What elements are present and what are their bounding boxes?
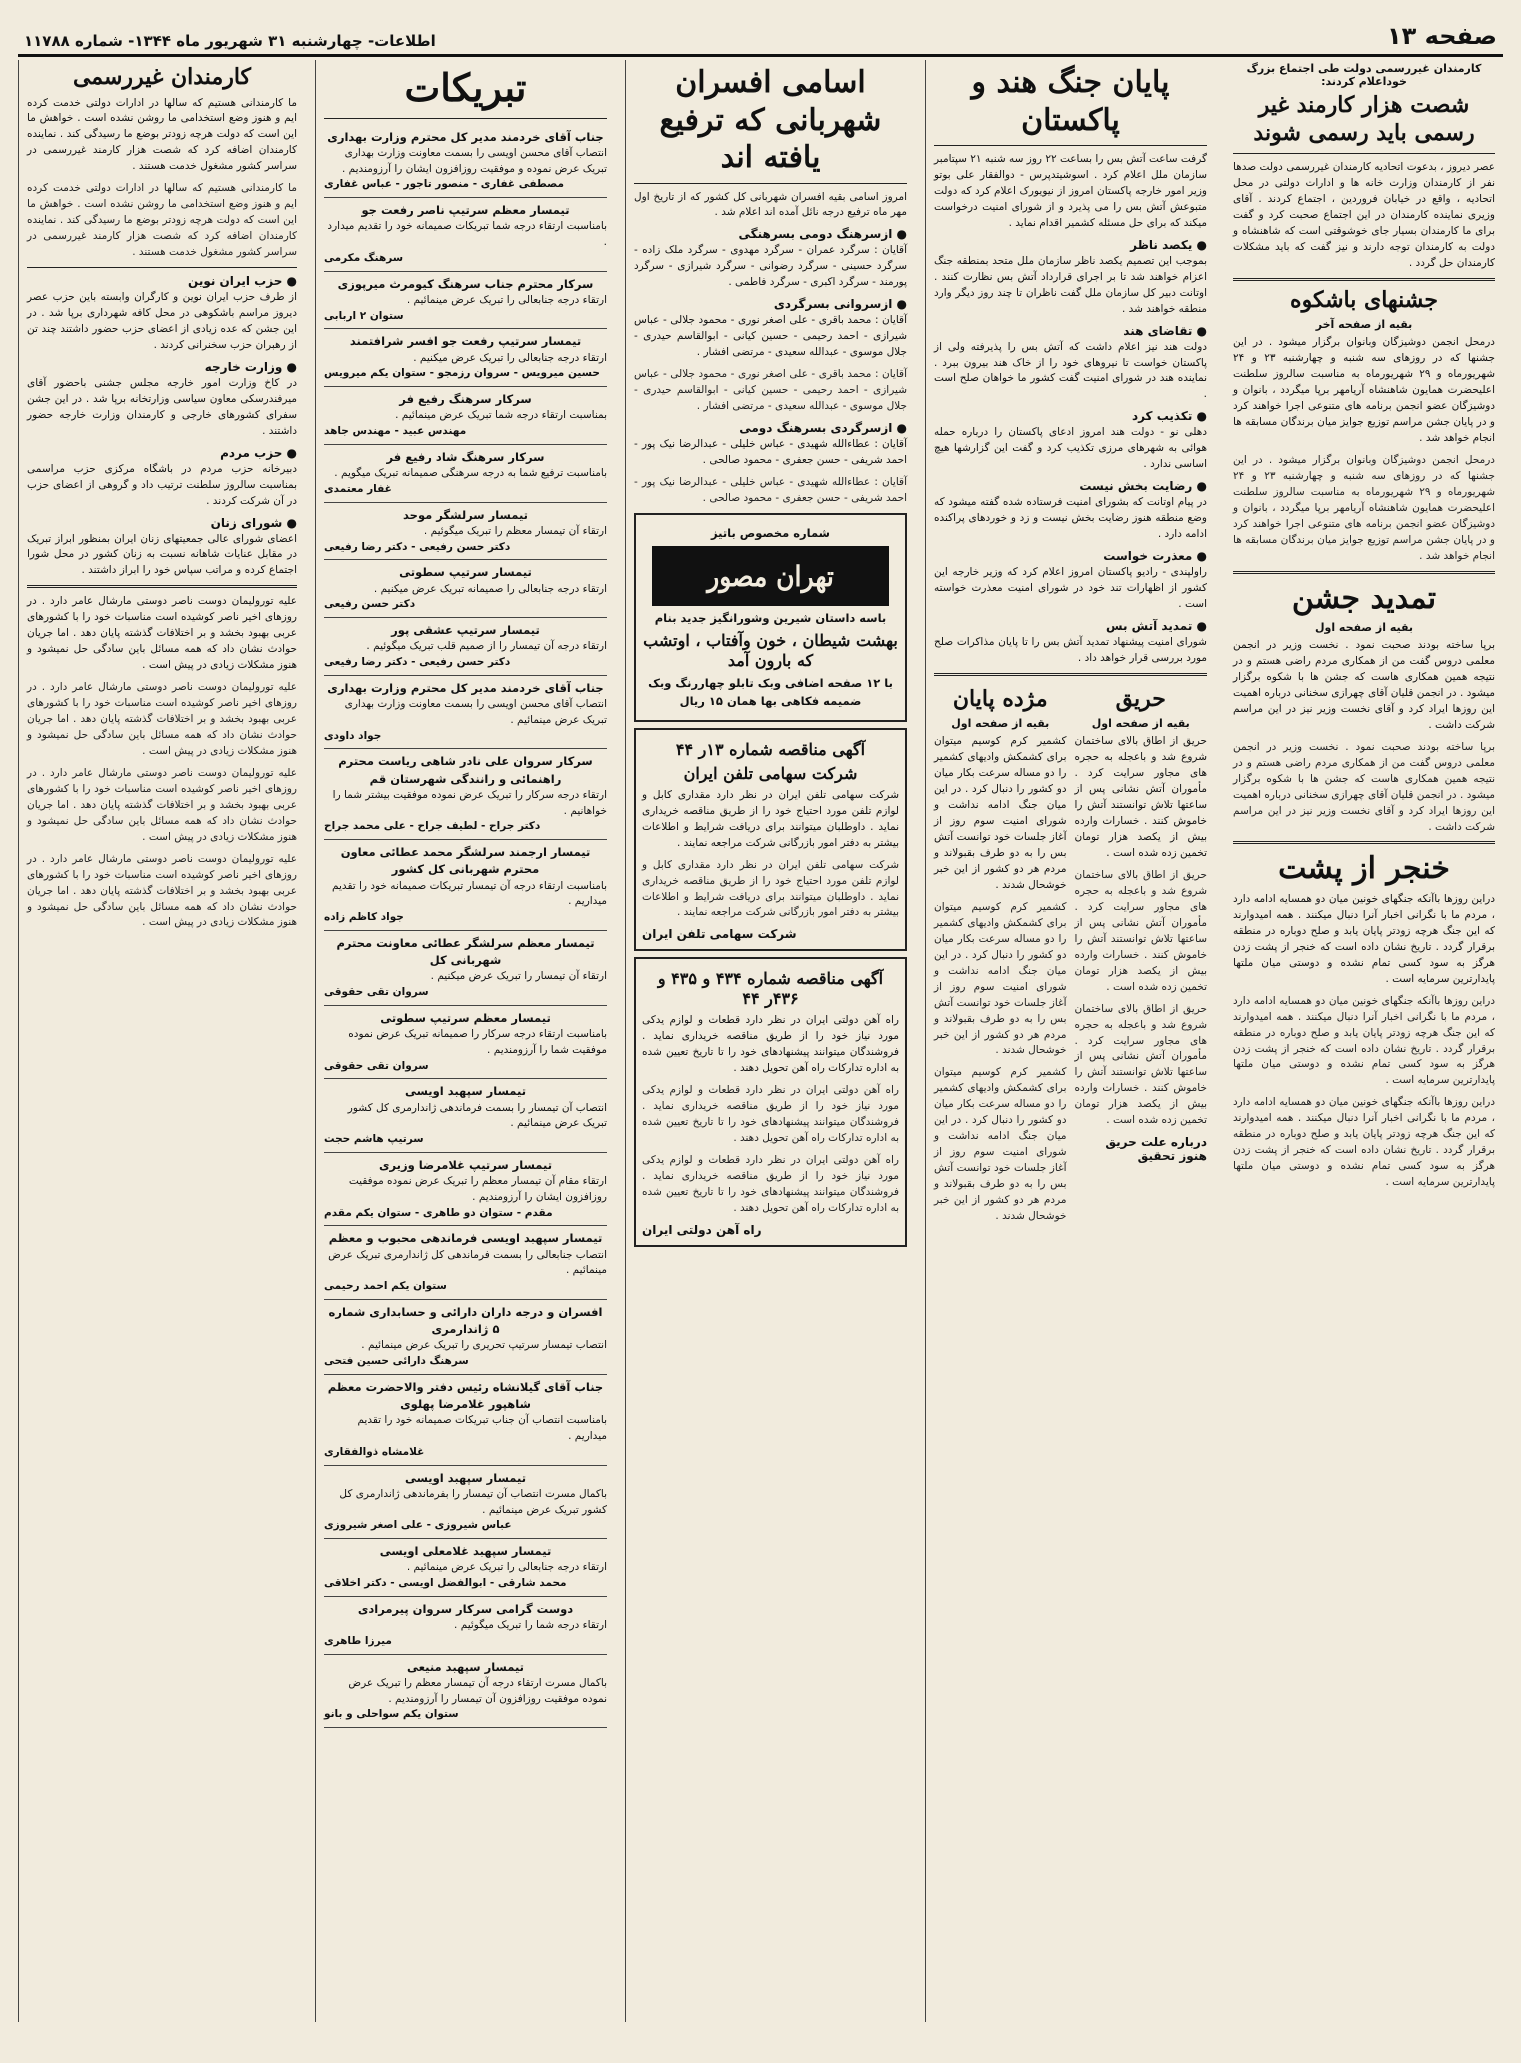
article-officers-p3b: آقایان : محمد باقری - علی اصغر نوری - محمود جلالی - عباس شیرازی - احمد رحیمی - حسین کیانی - ابوالقاسم حیدری - جلال موسوی - عبدالله سعیدی - مرتضی افشار . <box>634 368 907 413</box>
congratulation-text: ارتقاء آن تیمسار معظم را تبریک میگوئیم . <box>423 524 607 537</box>
article-officers-p4b: آقایان : عطاءالله شهیدی - عباس خلیلی - عبدالرضا نیک پور - احمد شریفی - حسن جعفری - محمود صالحی . <box>634 475 907 504</box>
congratulation-signers: دکتر حسن رفیعی - دکتر رضا رفیعی <box>324 540 511 553</box>
subhead-iran-novin: ● حزب ایران نوین <box>188 274 297 289</box>
tender-ad-telephone <box>634 728 907 952</box>
congratulation-signers: سرهنگ دارائی حسین فتحی <box>324 1355 469 1367</box>
article-good-news-3: کشمیر کرم کوسیم میتوان برای کشمکش وادیهای کشمیر را دو مساله سرعت بکار میان دو کشور را دنبال کرد . در این میان جنگ ادامه نداشت و شورای امنیت سوم روز از آغاز جلسات خود توانست آتش بس را به دو طرف بقبولاند و مردم هر دو کشور از این خبر خوشحال شدند . <box>934 1066 1067 1223</box>
congratulation-item <box>324 560 607 618</box>
headline-employees: شصت هزار کارمند غیر رسمی باید رسمی شوند <box>1253 92 1475 146</box>
congratulation-text: ارتقاء آن تیمسار را تبریک عرض میکنیم . <box>430 970 607 983</box>
tender-2-footer: راه آهن دولتی ایران <box>642 1222 762 1237</box>
subhead-india-request: ● تقاضای هند <box>1123 323 1207 338</box>
headline-festivals: جشنهای باشکوه <box>1290 286 1438 313</box>
subhead-denied: ● تکذیب کرد <box>1131 409 1207 424</box>
congratulation-text: ارتقاء درجه سرکار را تبریک عرض نموده موفقیت بیشتر شما را خواهانیم . <box>332 788 607 817</box>
congratulation-text: باکمال مسرت ارتقاء درجه آن تیمسار معظم را تبریک عرض نموده موفقیت روزافزون آن تیمسار را آرزومندیم . <box>348 1676 607 1705</box>
article-iran-novin: از طرف حزب ایران نوین و کارگران وابسته باین حزب عصر دیروز مراسم باشکوهی در محل کافه شهرداری برپا شد . در این جشن که عده زیادی از اعضای حزب حضور داشتند چند تن از رهبران حزب سخنرانی کردند . <box>27 291 297 351</box>
article-women-council: اعضای شورای عالی جمعیتهای زنان ایران بمنظور ابراز تبریک در مقابل عنایات شاهانه نسبت به زنان کشور در محل شورا اجتماع کرده و مراتب سپاس خود را ابراز داشتند . <box>27 532 297 577</box>
article-war-p5: در پیام اوتانت که بشورای امنیت فرستاده شده گفته میشود که وضع منطقه هنوز رضایت بخش نیست و زد و خوردهای پراکنده ادامه دارد . <box>934 496 1207 541</box>
congratulation-list <box>324 125 607 1729</box>
congratulation-item <box>324 272 607 330</box>
congratulation-item <box>324 1300 607 1375</box>
tender-2-text-3: راه آهن دولتی ایران در نظر دارد قطعات و لوازم یدکی مورد نیاز خود را از طریق مناقصه خریداری نماید . فروشندگان میتوانند پیشنهادهای خود را تا تاریخ تعیین شده به اداره تدارکات راه آهن تحویل دهند . <box>642 1154 899 1214</box>
tender-1-footer: شرکت سهامی تلفن ایران <box>642 927 797 942</box>
subhead-mardom-party: ● حزب مردم <box>220 445 297 460</box>
congratulation-recipient: تیمسار سرلشگر موحد <box>403 507 528 522</box>
headline-unofficial-employees: کارمندان غیررسمی <box>72 64 252 90</box>
congratulation-text: انتصاب آن تیمسار را بسمت فرماندهی ژاندارمری کل کشور تبریک عرض مینمائیم . <box>347 1101 607 1130</box>
fire-continued: بقیه از صفحه اول <box>1091 717 1190 731</box>
column-5 <box>18 60 305 2022</box>
subhead-to-colonel: ● ازسرهنگ دومی بسرهنگی <box>738 227 907 242</box>
congratulation-recipient: تیمسار سپهبد منیعی <box>407 1659 524 1674</box>
article-dagger-2: دراین روزها باآنکه جنگهای خونین میان دو همسایه ادامه دارد ، مردم ما با نگرانی اخبار آنرا دنبال میکنند . همه امیدوارند که این جنگ هرچه زودتر پایان یابد و صلح دوباره در منطقه برقرار گردد . تاریخ نشان داده است که خنجر از پشت زدن هرگز به سود کسی تمام نشده و دوستی میان ملتها پایدارترین سرمایه است . <box>1233 994 1495 1087</box>
congratulation-signers: میرزا طاهری <box>324 1634 392 1647</box>
congratulation-recipient: سرکار سروان علی نادر شاهی ریاست محترم راهنمائی و رانندگی شهرستان قم <box>338 754 593 786</box>
congratulation-recipient: دوست گرامی سرکار سروان پیرمرادی <box>357 1601 574 1616</box>
tender-1-text-2: شرکت سهامی تلفن ایران در نظر دارد مقداری کابل و لوازم تلفن مورد احتیاج خود را از طریق مناقصه خریداری نماید . داوطلبان میتوانند برای دریافت شرایط و اطلاعات بیشتر به دفتر امور بازرگانی شرکت مراجعه نمایند . <box>642 858 899 919</box>
column-3 <box>625 60 915 2022</box>
tender-1-org: شرکت سهامی تلفن ایران <box>683 763 858 783</box>
article-good-news-2: کشمیر کرم کوسیم میتوان برای کشمکش وادیهای کشمیر را دو مساله سرعت بکار میان دو کشور را دنبال کرد . در این میان جنگ ادامه نداشت و شورای امنیت سوم روز از آغاز جلسات خود توانست آتش بس را به دو طرف بقبولاند و مردم هر دو کشور از این خبر خوشحال شدند . <box>934 900 1067 1057</box>
article-officers-p4: آقایان : عطاءالله شهیدی - عباس خلیلی - عبدالرضا نیک پور - احمد شریفی - حسن جعفری - محمود صالحی . <box>634 437 907 466</box>
article-dagger-3: دراین روزها باآنکه جنگهای خونین میان دو همسایه ادامه دارد ، مردم ما با نگرانی اخبار آنرا دنبال میکنند . همه امیدوارند که این جنگ هرچه زودتر پایان یابد و صلح دوباره در منطقه برقرار گردد . تاریخ نشان داده است که خنجر از پشت زدن هرگز به سود کسی تمام نشده و دوستی میان ملتها پایدارترین سرمایه است . <box>1233 1096 1495 1189</box>
page-number: صفحه ۱۳ <box>1387 22 1497 50</box>
congratulation-item <box>324 198 607 272</box>
congratulation-item <box>324 1079 607 1153</box>
congratulation-signers: دکتر حسن رفیعی - دکتر رضا رفیعی <box>324 656 511 668</box>
congratulation-signers: محمد شارقی - ابوالفضل اویسی - دکتر اخلاقی <box>324 1577 567 1589</box>
congratulation-recipient: تیمسار سرتیپ رفعت جو افسر شرافتمند <box>349 334 582 349</box>
congratulation-signers: مقدم - ستوان دو طاهری - ستوان یکم مقدم <box>324 1206 553 1219</box>
article-unofficial-employees: ما کارمندانی هستیم که سالها در ادارات دولتی خدمت کرده ایم و هنوز وضع استخدامی ما روشن نشده است . خواهش ما این است که دولت هرچه زودتر بوضع ما رسیدگی کند . نماینده کارمندان اضافه کرد که شصت هزار کارمند غیررسمی در سراسر کشور مشغول خدمت هستند . <box>27 96 297 173</box>
congratulation-recipient: سرکار سرهنگ شاد رفیع فر <box>386 449 545 464</box>
article-nasser-2: علیه تورولیمان دوست ناصر دوستی مارشال عامر دارد . در روزهای اخیر ناصر کوشیده است مناسبات خود را با کشورهای عربی بهبود بخشد و بر اختلافات گذشته پایان دهد . اما جریان حوادث نشان داد که همه مسائل باین سادگی حل نمیشود و هنوز مشکلات زیادی در پیش است . <box>27 681 297 757</box>
congratulation-signers: ستوان ۲ اربابی <box>324 309 404 322</box>
magazine-logo-text: تهران مصور <box>707 560 834 594</box>
article-extend-2: برپا ساخته بودند صحبت نمود . نخست وزیر در انجمن معلمی دروس گفت من از همکاری مردم راضی هستم و در نتیجه همین همکاری هاست که جشن ها با شکوه برگزار میشود . در انجمن قلیان آقای چهرازی سخنانی درباره اهمیت این روزها ایراد کرد و آقای نخست وزیر نیز در این مراسم شرکت داشت . <box>1233 740 1495 833</box>
article-war-p3: دولت هند نیز اعلام داشت که آتش بس را پذیرفته ولی از پاکستان خواست تا نیروهای خود را از خاک هند بیرون ببرد . نماینده هند در شورای امنیت گفت کشور ما خواهان صلح است . <box>934 340 1207 401</box>
congratulation-text: انتصاب جنابعالی را بسمت فرماندهی کل ژاندارمری تبریک عرض مینمائیم . <box>328 1248 607 1277</box>
article-war-p6: راولپندی - رادیو پاکستان امروز اعلام کرد که وزیر خارجه این کشور از اظهارات تند خود در شورای امنیت معذرت خواسته است . <box>934 566 1207 611</box>
issue-info: اطلاعات- چهارشنبه ۳۱ شهریور ماه ۱۳۴۴- شماره ۱۱۷۸۸ <box>24 32 436 50</box>
congratulation-recipient: سرکار سرهنگ رفیع فر <box>399 392 532 406</box>
congratulation-text: ارتقاء درجه جنابعالی را تبریک عرض مینمائیم . <box>406 1561 607 1574</box>
congratulation-recipient: تیمسار سپهبد اویسی <box>404 1470 527 1485</box>
congratulation-item <box>324 445 607 503</box>
article-fire-3: حریق از اطاق بالای ساختمان شروع شد و باعجله به حجره های مجاور سرایت کرد . مأموران آتش نشانی پس از ساعتها تلاش توانستند آتش را خاموش کنند . خسارات وارده بیش از یکصد هزار تومان تخمین زده شده است . <box>1074 1002 1207 1127</box>
article-dagger: دراین روزها باآنکه جنگهای خونین میان دو همسایه ادامه دارد ، مردم ما با نگرانی اخبار آنرا دنبال میکنند . همه امیدوارند که این جنگ هرچه زودتر پایان یابد و صلح دوباره در منطقه برقرار گردد . تاریخ نشان داده است که خنجر از پشت زدن هرگز به سود کسی تمام نشده و دوستی میان ملتها پایدارترین سرمایه است . <box>1233 892 1495 985</box>
congratulation-signers: مهندس عبید - مهندس جاهد <box>324 425 467 437</box>
subhead-to-lt-colonel: ● ازسرگردی بسرهنگ دومی <box>739 420 907 435</box>
congratulation-recipient: تیمسار سرتیپ غلامرضا وزیری <box>378 1157 553 1172</box>
magazine-ad-line3: با ۱۲ صفحه اضافی وبک تابلو چهاررنگ وبک ضمیمه فکاهی بها همان ۱۵ ریال <box>648 676 893 708</box>
congratulation-item <box>324 931 607 1006</box>
article-employees: عصر دیروز ، بدعوت اتحادیه کارمندان غیررسمی دولت صدها نفر از کارمندان وزارت خانه ها و ادارات دولتی در محل اتحادیه ، واقع در خیابان فروردین ، اجتماع کردند . آقای وزیری نماینده کارمندان در این اجتماع صحبت کرد و گفت برای ما کارمندان بسیار جای خوشوقتی است که شاهنشاه و دولت به کارمندان توجه دارند و نیز گفت که باید مشکلات کارمندان حل گردد . <box>1233 161 1495 269</box>
article-fire-2: حریق از اطاق بالای ساختمان شروع شد و باعجله به حجره های مجاور سرایت کرد . مأموران آتش نشانی پس از ساعتها تلاش توانستند آتش را خاموش کنند . خسارات وارده بیش از یکصد هزار تومان تخمین زده شده است . <box>1074 869 1207 993</box>
article-war-p2: بموجب این تصمیم یکصد ناظر سازمان ملل متحد بمنطقه جنگ اعزام خواهند شد تا بر اجرای قرارداد آتش بس نظارت کنند . اوتانت دبیر کل سازمان ملل گفت ناظران تا چند روز دیگر وارد منطقه خواهند شد . <box>934 254 1207 315</box>
article-fire: حریق از اطاق بالای ساختمان شروع شد و باعجله به حجره های مجاور سرایت کرد . مأموران آتش نشانی پس از ساعتها تلاش توانستند آتش را خاموش کنند . خسارات وارده بیش از یکصد هزار تومان تخمین زده شده است . <box>1074 735 1207 860</box>
headline-fire: حریق <box>1115 685 1166 712</box>
headline-good-news: مژده پایان <box>952 685 1048 712</box>
congratulation-item <box>324 387 607 445</box>
congratulation-signers: سرتیپ هاشم حجت <box>324 1133 424 1145</box>
congratulation-recipient: افسران و درجه داران دارائی و حسابداری شماره ۵ ژاندارمری <box>328 1304 603 1336</box>
congratulation-text: ارتقاء درجه شما را تبریک میگوئیم . <box>454 1619 607 1631</box>
magazine-ad <box>634 513 907 722</box>
congratulation-signers: سرهنگ مکرمی <box>324 251 404 264</box>
congratulation-text: بامناسبت ارتقاء درجه شما تبریکات صمیمانه خود را تقدیم میدارد . <box>327 220 607 248</box>
masthead <box>18 16 1503 57</box>
congratulation-recipient: تیمسار سپهبد اویسی فرماندهی محبوب و معظم <box>328 1231 603 1246</box>
article-officers-p3: آقایان : محمد باقری - علی اصغر نوری - محمود جلالی - عباس شیرازی - احمد رحیمی - حسین کیانی - ابوالقاسم حیدری - جلال موسوی - عبدالله سعیدی - مرتضی افشار . <box>634 314 907 359</box>
congratulation-signers: دکتر حسن رفیعی <box>324 598 416 611</box>
congratulation-recipient: تیمسار معظم سرتیپ ناصر رفعت جو <box>361 203 570 217</box>
headline-officers: اسامی افسران شهربانی که ترفیع یافته اند <box>659 65 882 175</box>
congratulation-item <box>324 1153 607 1227</box>
congratulation-signers: جواد کاظم زاده <box>324 911 404 923</box>
newspaper-page <box>18 16 1503 2031</box>
congratulation-signers: جواد داودی <box>324 729 382 742</box>
congratulation-recipient: جناب آقای خردمند مدیر کل محترم وزارت بهداری <box>327 129 604 144</box>
congratulation-recipient: سرکار محترم جناب سرهنگ کیومرث میرپوزی <box>337 276 594 291</box>
congratulation-text: بامناسبت ارتقاء درجه آن تیمسار تبریکات صمیمانه خود را تقدیم میداریم . <box>332 879 607 908</box>
congratulation-text: بامناسبت انتصاب آن جناب تبریکات صمیمانه خود را تقدیم میداریم . <box>357 1414 607 1442</box>
tender-1-title: آگهی مناقصه شماره ۱۳ر ۴۴ <box>675 739 866 759</box>
congratulation-text: بمناسبت ارتقاء درجه شما تبریک عرض مینمائیم . <box>395 409 607 422</box>
congratulation-text: ارتقاء درجه آن تیمسار را از صمیم قلب تبریک میگوئیم . <box>366 640 607 653</box>
subhead-apology: ● معذرت خواست <box>1103 549 1207 564</box>
magazine-ad-line1: باسه داستان شیرین وشورانگیز جدید بنام <box>654 611 887 626</box>
headline-kicker: کارمندان غیررسمی دولت طی اجتماع بزرگ خوداعلام کردند: <box>1246 62 1482 88</box>
congratulation-item <box>324 125 607 199</box>
congratulation-recipient: جناب آقای گیلانشاه رئیس دفتر والاحضرت معظم شاهپور غلامرضا پهلوی <box>327 1379 604 1411</box>
congratulation-recipient: تیمسار معظم سرتیپ سطوتی <box>380 1010 551 1025</box>
congratulation-text: انتصاب آقای محسن اویسی را بسمت معاونت وزارت بهداری تبریک عرض مینمائیم . <box>344 698 607 726</box>
congratulation-item <box>324 1597 607 1655</box>
tender-1-text: شرکت سهامی تلفن ایران در نظر دارد مقداری کابل و لوازم تلفن مورد احتیاج خود را از طریق مناقصه خریداری نماید . داوطلبان میتوانند برای دریافت شرایط و اطلاعات بیشتر به دفتر امور بازرگانی شرکت مراجعه نمایند . <box>642 788 899 849</box>
congratulation-recipient: تیمسار ارجمند سرلشگر محمد عطائی معاون محترم شهربانی کل کشور <box>340 845 591 877</box>
article-nasser-3: علیه تورولیمان دوست ناصر دوستی مارشال عامر دارد . در روزهای اخیر ناصر کوشیده است مناسبات خود را با کشورهای عربی بهبود بخشد و بر اختلافات گذشته پایان دهد . اما جریان حوادث نشان داد که همه مسائل باین سادگی حل نمیشود و هنوز مشکلات زیادی در پیش است . <box>27 766 297 843</box>
subhead-foreign-ministry: ● وزارت خارجه <box>204 359 297 374</box>
column-4-congratulations <box>315 60 615 2022</box>
congratulation-text: باکمال مسرت انتصاب آن تیمسار را بفرماندهی ژاندارمری کل کشور تبریک عرض مینمائیم . <box>339 1487 607 1516</box>
tender-ad-railway <box>634 957 907 1246</box>
congratulation-signers: حسین میرویس - سروان رزمجو - ستوان یکم میرویس <box>324 367 600 380</box>
congratulation-item <box>324 1226 607 1300</box>
tender-2-text: راه آهن دولتی ایران در نظر دارد قطعات و لوازم یدکی مورد نیاز خود را از طریق مناقصه خریداری نماید . فروشندگان میتوانند پیشنهادهای خود را تا تاریخ تعیین شده به اداره تدارکات راه آهن تحویل دهند . <box>642 1014 899 1075</box>
congratulation-recipient: تیمسار سرتیپ سطوتی <box>399 565 532 580</box>
congratulation-signers: عباس شیروزی - علی اصغر شیروزی <box>324 1519 512 1532</box>
article-war-p7: شورای امنیت پیشنهاد تمدید آتش بس را تا پایان مذاکرات صلح مورد بررسی قرار خواهد داد . <box>934 635 1207 664</box>
congratulation-signers: مصطفی غفاری - منصور تاجور - عباس غفاری <box>324 178 564 191</box>
article-mardom-party: دبیرخانه حزب مردم در باشگاه مرکزی حزب مراسمی بمناسبت سالروز سلطنت ترتیب داد و گروهی از اعضای حزب در آن شرکت کردند . <box>27 462 297 507</box>
congratulation-text: ارتقاء مقام آن تیمسار معظم را تبریک عرض نموده موفقیت روزافزون ایشان را آرزومندیم . <box>348 1175 607 1203</box>
headline-war-end: پایان جنگ هند و پاکستان <box>971 65 1170 138</box>
congratulation-item <box>324 503 607 561</box>
subhead-women-council: ● شورای زنان <box>210 515 297 530</box>
article-officers-p1: امروز اسامی بقیه افسران شهربانی کل کشور که از تاریخ اول مهر ماه ترفیع درجه نائل آمده اند اعلام شد . <box>634 190 907 219</box>
congratulation-text: انتصاب آقای محسن اویسی را بسمت معاونت وزارت بهداری تبریک عرض نموده و موفقیت روزافزون ایشان را آرزومندیم . <box>341 146 607 175</box>
headline-dagger: خنجر از پشت <box>1278 851 1450 887</box>
congratulation-signers: دکتر جراح - لطیف جراح - علی محمد جراح <box>324 820 541 833</box>
article-unofficial-employees-2: ما کارمندانی هستیم که سالها در ادارات دولتی خدمت کرده ایم و هنوز وضع استخدامی ما روشن نشده است . خواهش ما این است که دولت هرچه زودتر بوضع ما رسیدگی کند . نماینده کارمندان اضافه کرد که شصت هزار کارمند غیررسمی در سراسر کشور مشغول خدمت هستند . <box>27 182 297 259</box>
congratulation-signers: غفار معتمدی <box>324 482 392 495</box>
congratulation-item <box>324 618 607 676</box>
magazine-logo <box>652 546 889 606</box>
article-festivals: درمحل انجمن دوشیزگان وبانوان برگزار میشود . در این جشنها که در روزهای سه شنبه و چهارشنبه ۲۳ و ۲۴ شهریورماه و ۲۹ شهریورماه به مناسبت سالروز سلطنت اعلیحضرت همایون شاهنشاه آریامهر برپا میگردد ، بانوان و دوشیزگان عضو انجمن برنامه های متنوعی اجرا خواهند کرد و در پایان جشن مراسم توزیع جوایز میان برندگان مسابقه ها انجام خواهد شد . <box>1233 336 1496 444</box>
article-nasser: علیه تورولیمان دوست ناصر دوستی مارشال عامر دارد . در روزهای اخیر ناصر کوشیده است مناسبات خود را با کشورهای عربی بهبود بخشد و بر اختلافات گذشته پایان دهد . اما جریان حوادث نشان داد که همه مسائل باین سادگی حل نمیشود و هنوز مشکلات زیادی در پیش است . <box>27 595 297 672</box>
article-foreign-ministry: در کاخ وزارت امور خارجه مجلس جشنی باحضور آقای میرفندرسکی معاون سیاسی وزارتخانه برپا شد . در این جشن سفرای کشورهای خارجی و کارمندان وزارت خارجه حضور داشتند . <box>27 376 297 437</box>
congratulation-signers: سروان تقی حقوقی <box>324 986 429 998</box>
congratulation-item <box>324 840 607 931</box>
article-war-p4: دهلی نو - دولت هند امروز ادعای پاکستان را درباره حمله هوائی به شهرهای مرزی تکذیب کرد و گفت این گزارشها هیچ اساسی ندارد . <box>934 426 1207 471</box>
congratulation-item <box>324 329 607 387</box>
article-good-news: کشمیر کرم کوسیم میتوان برای کشمکش وادیهای کشمیر را دو مساله سرعت بکار میان دو کشور را دنبال کرد . در این میان جنگ ادامه نداشت و شورای امنیت سوم روز از آغاز جلسات خود توانست آتش بس را به دو طرف بقبولاند و مردم هر دو کشور از این خبر خوشحال شدند . <box>934 735 1067 891</box>
subhead-to-major: ● ازسروانی بسرگردی <box>773 297 907 312</box>
congratulation-signers: ستوان یکم احمد رحیمی <box>324 1280 447 1292</box>
article-festivals-2: درمحل انجمن دوشیزگان وبانوان برگزار میشود . در این جشنها که در روزهای سه شنبه و چهارشنبه ۲۳ و ۲۴ شهریورماه و ۲۹ شهریورماه به مناسبت سالروز سلطنت اعلیحضرت همایون شاهنشاه آریامهر برپا میگردد ، بانوان و دوشیزگان عضو انجمن برنامه های متنوعی اجرا خواهند کرد و در پایان جشن مراسم توزیع جوایز میان برندگان مسابقه ها انجام خواهد شد . <box>1233 453 1496 562</box>
congratulation-item <box>324 749 607 840</box>
subhead-ceasefire-extension: ● تمدید آتش بس <box>1106 618 1207 633</box>
magazine-ad-label: شماره مخصوص باتیز <box>711 525 830 540</box>
article-extend: برپا ساخته بودند صحبت نمود . نخست وزیر در انجمن معلمی دروس گفت من از همکاری مردم راضی هستم و در نتیجه همین همکاری هاست که جشن ها با شکوه برگزار میشود . در انجمن قلیان آقای چهرازی سخنانی درباره اهمیت این روزها ایراد کرد و آقای نخست وزیر نیز در این مراسم شرکت داشت . <box>1233 639 1495 731</box>
congratulation-text: بامناسبت ارتقاء درجه سرکار را صمیمانه تبریک عرض نموده موفقیت شما را آرزومندیم . <box>348 1028 607 1056</box>
congratulation-item <box>324 676 607 750</box>
congratulation-signers: غلامشاه ذوالفقاری <box>324 1445 425 1458</box>
congratulation-item <box>324 1375 607 1466</box>
magazine-ad-line2: بهشت شیطان ، خون وآفتاب ، اوتشب که بارون آمد <box>643 631 898 671</box>
congratulation-item <box>324 1539 607 1597</box>
congratulation-signers: ستوان یکم سواحلی و بانو <box>324 1708 459 1721</box>
subhead-not-satisfactory: ● رضایت بخش نیست <box>1079 479 1207 494</box>
congratulation-text: بامناسبت ترفیع شما به درجه سرهنگی صمیمانه تبریک میگویم . <box>334 467 607 479</box>
good-news-continued: بقیه از صفحه اول <box>951 717 1050 731</box>
column-2 <box>925 60 1215 2022</box>
congratulation-recipient: تیمسار سپهبد غلامعلی اویسی <box>379 1544 552 1558</box>
headline-extend: تمدید جشن <box>1291 580 1437 616</box>
congratulation-signers: سروان تقی حقوقی <box>324 1059 429 1072</box>
congratulation-text: انتصاب تیمسار سرتیپ تحریری را تبریک عرض مینمائیم . <box>361 1339 607 1352</box>
congratulation-item <box>324 1466 607 1540</box>
fire-end-line: درباره علت حریق هنوز تحقیق <box>1105 1135 1207 1164</box>
article-nasser-4: علیه تورولیمان دوست ناصر دوستی مارشال عامر دارد . در روزهای اخیر ناصر کوشیده است مناسبات خود را با کشورهای عربی بهبود بخشد و بر اختلافات گذشته پایان دهد . اما جریان حوادث نشان داد که همه مسائل باین سادگی حل نمیشود و هنوز مشکلات زیادی در پیش است . <box>27 852 297 929</box>
congratulation-item <box>324 1006 607 1080</box>
congratulation-text: ارتقاء درجه جنابعالی را تبریک عرض مینمائیم . <box>406 293 607 306</box>
congratulation-recipient: جناب آقای خردمند مدیر کل محترم وزارت بهداری <box>327 680 604 695</box>
tender-2-text-2: راه آهن دولتی ایران در نظر دارد قطعات و لوازم یدکی مورد نیاز خود را از طریق مناقصه خریداری نماید . فروشندگان میتوانند پیشنهادهای خود را تا تاریخ تعیین شده به اداره تدارکات راه آهن تحویل دهند . <box>642 1084 899 1145</box>
congratulation-recipient: تیمسار سپهبد اویسی <box>404 1084 527 1099</box>
congratulation-text: ارتقاء درجه جنابعالی را تبریک عرض میکنیم . <box>413 351 607 364</box>
subhead-observers: ● یکصد ناظر <box>1130 237 1207 252</box>
article-officers-p2: آقایان : سرگرد عمران - سرگرد مهدوی - سرگرد ملک زاده - سرگرد حسینی - سرگرد رضوانی - سرگرد شیرازی - سرگرد پورمند - سرگرد اکبری - سرگرد فاطمی . <box>634 244 907 289</box>
column-1 <box>1225 60 1503 2022</box>
congratulation-recipient: تیمسار سرتیپ عشقی پور <box>391 623 540 637</box>
tender-2-title: آگهی مناقصه شماره ۴۳۴ و ۴۳۵ و ۴۳۶ر ۴۴ <box>657 969 884 1009</box>
article-war-p1: گرفت ساعت آتش بس را بساعت ۲۲ روز سه شنبه ۲۱ سپتامبر سازمان ملل اعلام کرد . اسوشیتدپرس - دوالفقار علی بوتو وزیر امور خارجه پاکستان امروز از نیویورک اعلام کرد که دولت متبوعش آتش بس را می پذیرد و از شورای امنیت درخواست میکند که برای حل مسئله کشمیر اقدام نماید . <box>934 153 1207 229</box>
extend-continued: بقیه از صفحه اول <box>1314 621 1414 635</box>
congratulation-text: ارتقاء درجه جنابعالی را صمیمانه تبریک عرض میکنیم . <box>373 582 607 595</box>
congratulation-recipient: تیمسار معظم سرلشگر عطائی معاونت محترم شهربانی کل <box>336 935 595 967</box>
headline-congratulations: تبریکات <box>404 65 527 110</box>
festivals-continued: بقیه از صفحه آخر <box>1315 318 1413 332</box>
congratulation-item <box>324 1655 607 1729</box>
